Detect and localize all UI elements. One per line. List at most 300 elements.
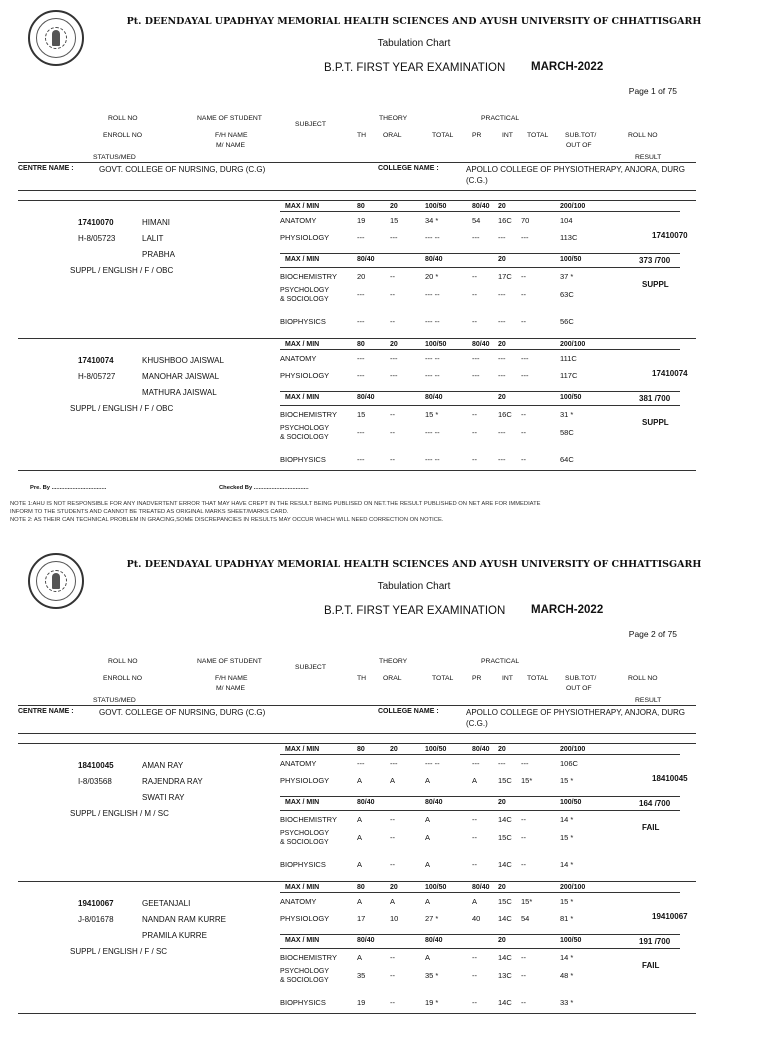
roll-number: 19410067 [78,899,114,908]
mark-cell: A [357,776,363,785]
theory-header: THEORY [379,658,408,665]
mark-cell: -- [390,317,395,326]
mark-cell: A [357,953,363,962]
mark-cell: --- [521,371,529,380]
subject-name: PHYSIOLOGY [280,776,330,785]
enroll-no-header: ENROLL NO [103,132,143,139]
max-min-cell: 20 [498,884,506,891]
mark-cell: -- [390,953,395,962]
max-min-cell: MAX / MIN [285,341,320,348]
divider [280,810,680,811]
mark-cell: 15 [357,410,366,419]
exam-month: MARCH-2022 [531,604,604,616]
mark-cell: 14 * [560,953,574,962]
mark-cell: -- [472,815,477,824]
max-min-cell: 80 [357,884,365,891]
mark-cell: 15* [521,897,533,906]
oral-header: ORAL [383,132,402,139]
status-med-header: STATUS/MED [93,154,136,161]
mark-cell: -- [390,860,395,869]
roll-number: 17410070 [78,218,114,227]
mark-cell: A [357,833,363,842]
mark-cell: -- [521,860,526,869]
college-label: COLLEGE NAME : [378,165,439,172]
enroll-number: H-8/05727 [78,372,116,381]
pr-header: PR [472,675,482,682]
enroll-number: I-8/03568 [78,777,112,786]
mark-cell: 20 [357,272,366,281]
roll-no-right-header: ROLL NO [628,675,658,682]
subtot-header: SUB.TOT/ [565,132,597,139]
mark-cell: 14C [498,860,512,869]
mark-cell: -- [390,428,395,437]
mark-cell: --- [390,233,398,242]
mark-cell: 27 * [425,914,439,923]
mark-cell: 81 * [560,914,574,923]
mark-cell: --- [498,290,506,299]
student-name: HIMANI [142,218,170,227]
divider [18,881,696,882]
max-min-cell: 80/40 [425,937,443,944]
mark-cell: -- [390,290,395,299]
tabulation-page [0,543,768,1063]
int-header: INT [502,132,513,139]
mark-cell: A [357,815,363,824]
mark-cell: --- [357,455,365,464]
mark-cell: 16C [498,216,512,225]
roll-number-right: 17410070 [652,231,688,240]
father-name: NANDAN RAM KURRE [142,915,227,924]
max-min-cell: 80/40 [425,394,443,401]
mark-cell: --- [498,233,506,242]
mark-cell: 20 * [425,272,439,281]
mark-cell: --- [472,354,480,363]
mark-cell: -- [472,860,477,869]
mark-cell: -- [521,971,526,980]
max-min-cell: 100/50 [425,746,447,753]
divider [280,349,680,350]
mark-cell: 15C [498,776,512,785]
mark-cell: A [357,860,363,869]
divider [280,405,680,406]
mark-cell: --- [521,233,529,242]
student-name: KHUSHBOO JAISWAL [142,356,224,365]
chart-title: Tabulation Chart [377,581,451,592]
pr-header: PR [472,132,482,139]
max-min-cell: 200/100 [560,203,586,210]
mark-cell: -- [472,317,477,326]
mark-cell: -- [390,410,395,419]
divider [18,705,696,706]
mark-cell: -- [472,272,477,281]
max-min-cell: 80/40 [472,203,490,210]
mark-cell: -- [521,410,526,419]
mark-cell: --- -- [425,290,440,299]
mark-cell: 19 * [425,998,439,1007]
mark-cell: --- [357,428,365,437]
mark-cell: 106C [560,759,578,768]
max-min-cell: 20 [498,799,506,806]
mark-cell: 10 [390,914,399,923]
mark-cell: --- [357,290,365,299]
subject-name: BIOPHYSICS [280,998,326,1007]
max-min-cell: 200/100 [560,884,586,891]
roll-number-right: 19410067 [652,912,688,921]
max-min-cell: MAX / MIN [285,746,320,753]
mark-cell: 14C [498,998,512,1007]
mark-cell: --- -- [425,354,440,363]
mark-cell: -- [472,428,477,437]
fh-name-header: F/H NAME [215,675,248,682]
centre-label: CENTRE NAME : [18,708,74,715]
checked-by: Checked By .................................. [219,485,309,491]
exam-name: B.P.T. FIRST YEAR EXAMINATION [324,62,506,74]
total-score: 381 /700 [639,394,671,403]
result-status: FAIL [642,961,660,970]
mark-cell: --- [390,371,398,380]
mark-cell: -- [390,833,395,842]
mark-cell: --- [357,759,365,768]
max-min-cell: 20 [390,884,398,891]
total-header: TOTAL [432,675,454,682]
roll-no-header: ROLL NO [108,115,138,122]
student-status: SUPPL / ENGLISH / F / OBC [70,404,174,413]
max-min-cell: MAX / MIN [285,884,320,891]
mark-cell: A [472,776,478,785]
practical-header: PRACTICAL [481,658,520,665]
max-min-cell: 100/50 [560,394,582,401]
mname-header: M/ NAME [216,142,246,149]
theory-header: THEORY [379,115,408,122]
mark-cell: 15* [521,776,533,785]
college-name-line2: (C.G.) [466,719,488,728]
mark-cell: 16C [498,410,512,419]
mark-cell: -- [472,953,477,962]
mark-cell: --- [521,354,529,363]
mark-cell: A [425,897,431,906]
subject-name: PSYCHOLOGY & SOCIOLOGY [280,425,330,441]
divider [280,892,680,893]
mark-cell: 15 [390,216,399,225]
mark-cell: 48 * [560,971,574,980]
divider [280,796,680,797]
mark-cell: 14 * [560,860,574,869]
total-score: 164 /700 [639,799,671,808]
father-name: LALIT [142,234,164,243]
mother-name: PRABHA [142,250,175,259]
max-min-cell: 20 [390,746,398,753]
roll-no-right-header: ROLL NO [628,132,658,139]
note-2: NOTE 2: AS THEIR CAN TECHNICAL PROBLEM IN GRACING,SOME DISCREPANCIES IN RESULTS MAY OCCUR WHICH WILL NEED CORRECTION ON NOTICE. [10,517,444,523]
mark-cell: 35 * [425,971,439,980]
max-min-cell: 100/50 [560,799,582,806]
mark-cell: 19 [357,216,366,225]
max-min-cell: 200/100 [560,746,586,753]
practical-header: PRACTICAL [481,115,520,122]
max-min-cell: 20 [498,746,506,753]
max-min-cell: 100/50 [425,341,447,348]
outof-header: OUT OF [566,685,592,692]
mark-cell: 17 [357,914,366,923]
mark-cell: 64C [560,455,574,464]
max-min-cell: MAX / MIN [285,203,320,210]
mark-cell: 13C [498,971,512,980]
mark-cell: -- [472,410,477,419]
centre-name: GOVT. COLLEGE OF NURSING, DURG (C.G) [99,708,266,717]
max-min-cell: 200/100 [560,341,586,348]
mark-cell: -- [390,971,395,980]
mark-cell: --- [390,354,398,363]
roll-no-header: ROLL NO [108,658,138,665]
mark-cell: A [425,953,431,962]
divider [18,162,696,163]
mark-cell: 54 [472,216,481,225]
subject-name: BIOCHEMISTRY [280,410,337,419]
max-min-cell: 80/40 [357,394,375,401]
divider [280,211,680,212]
subject-name: BIOCHEMISTRY [280,272,337,281]
mark-cell: 31 * [560,410,574,419]
university-name: Pt. DEENDAYAL UPADHYAY MEMORIAL HEALTH SCIENCES AND AYUSH UNIVERSITY OF CHHATTISGARH [126,559,702,570]
subject-name: ANATOMY [280,759,317,768]
subject-name: BIOCHEMISTRY [280,953,337,962]
mark-cell: -- [472,455,477,464]
mark-cell: --- [472,371,480,380]
mark-cell: -- [521,428,526,437]
total2-header: TOTAL [527,132,549,139]
divider [280,754,680,755]
mark-cell: -- [521,998,526,1007]
college-name: APOLLO COLLEGE OF PHYSIOTHERAPY, ANJORA, DURG [466,708,686,717]
mark-cell: -- [390,455,395,464]
divider [18,743,696,744]
divider [280,391,680,392]
mark-cell: --- [498,354,506,363]
subject-name: PHYSIOLOGY [280,233,330,242]
subject-name: PSYCHOLOGY & SOCIOLOGY [280,830,330,846]
roll-number-right: 17410074 [652,369,688,378]
subject-name: PSYCHOLOGY & SOCIOLOGY [280,287,330,303]
total-score: 373 /700 [639,256,671,265]
mark-cell: --- [472,759,480,768]
max-min-cell: 80/40 [472,341,490,348]
enroll-number: H-8/05723 [78,234,116,243]
student-name: GEETANJALI [142,899,191,908]
total-header: TOTAL [432,132,454,139]
mark-cell: -- [521,290,526,299]
mark-cell: 70 [521,216,530,225]
centre-name: GOVT. COLLEGE OF NURSING, DURG (C.G) [99,165,266,174]
subtot-header: SUB.TOT/ [565,675,597,682]
mark-cell: -- [390,272,395,281]
mark-cell: -- [390,998,395,1007]
mark-cell: --- [521,759,529,768]
student-status: SUPPL / ENGLISH / F / SC [70,947,168,956]
note-1-cont: INFORM TO THE STUDENTS AND CANNOT BE TREATED AS ORIGINAL MARKS SHEET/MARKS CARD. [10,509,289,515]
mark-cell: -- [472,998,477,1007]
mark-cell: 34 * [425,216,439,225]
mark-cell: A [357,897,363,906]
mark-cell: A [425,776,431,785]
max-min-cell: 80 [357,341,365,348]
result-status: FAIL [642,823,660,832]
mark-cell: --- [472,233,480,242]
exam-month: MARCH-2022 [531,61,604,73]
page-number: Page 1 of 75 [628,86,677,96]
divider [18,1013,696,1014]
exam-name: B.P.T. FIRST YEAR EXAMINATION [324,605,506,617]
mark-cell: -- [521,317,526,326]
university-name: Pt. DEENDAYAL UPADHYAY MEMORIAL HEALTH SCIENCES AND AYUSH UNIVERSITY OF CHHATTISGARH [126,16,702,27]
result-header: RESULT [635,154,662,161]
chart-title: Tabulation Chart [377,38,451,49]
max-min-cell: 80/40 [425,256,443,263]
mark-cell: -- [472,971,477,980]
max-min-cell: 20 [390,203,398,210]
subject-header: SUBJECT [295,121,326,128]
mark-cell: -- [521,455,526,464]
student-name: AMAN RAY [142,761,184,770]
mark-cell: 17C [498,272,512,281]
outof-header: OUT OF [566,142,592,149]
mark-cell: --- [357,354,365,363]
subject-name: PSYCHOLOGY & SOCIOLOGY [280,968,330,984]
max-min-cell: 20 [498,341,506,348]
mark-cell: --- [357,317,365,326]
college-name: APOLLO COLLEGE OF PHYSIOTHERAPY, ANJORA, DURG [466,165,686,174]
mark-cell: 56C [560,317,574,326]
student-status: SUPPL / ENGLISH / F / OBC [70,266,174,275]
subject-name: ANATOMY [280,216,317,225]
college-label: COLLEGE NAME : [378,708,439,715]
mark-cell: 104 [560,216,573,225]
divider [18,733,696,734]
mark-cell: 63C [560,290,574,299]
subject-name: BIOCHEMISTRY [280,815,337,824]
mark-cell: A [390,776,396,785]
mark-cell: 14C [498,953,512,962]
mark-cell: --- [498,317,506,326]
father-name: RAJENDRA RAY [142,777,203,786]
total-score: 191 /700 [639,937,671,946]
name-of-student-header: NAME OF STUDENT [197,115,262,122]
max-min-cell: 100/50 [560,937,582,944]
mark-cell: 58C [560,428,574,437]
result-status: SUPPL [642,280,669,289]
divider [18,200,696,201]
mark-cell: 15C [498,897,512,906]
mark-cell: -- [390,815,395,824]
max-min-cell: 80 [357,203,365,210]
mother-name: SWATI RAY [142,793,185,802]
student-status: SUPPL / ENGLISH / M / SC [70,809,169,818]
mark-cell: 19 [357,998,366,1007]
mark-cell: --- -- [425,428,440,437]
mark-cell: --- [498,759,506,768]
subject-name: PHYSIOLOGY [280,371,330,380]
max-min-cell: 80/40 [472,884,490,891]
mark-cell: 111C [560,354,577,363]
mark-cell: --- [498,428,506,437]
mark-cell: A [472,897,478,906]
note-1: NOTE 1:AHU IS NOT RESPONSIBLE FOR ANY INADVERTENT ERROR THAT MAY HAVE CREPT IN THE RESULT BEING PUBLISED ON NET.THE RESULT PUBLISHED ON NET ARE FOR IMMEDIATE [10,501,541,507]
mark-cell: -- [521,815,526,824]
int-header: INT [502,675,513,682]
roll-number-right: 18410045 [652,774,688,783]
max-min-cell: 80/40 [357,937,375,944]
result-header: RESULT [635,697,662,704]
mark-cell: A [425,833,431,842]
max-min-cell: 80/40 [472,746,490,753]
mark-cell: -- [472,290,477,299]
divider [280,267,680,268]
mark-cell: --- -- [425,759,440,768]
subject-name: PHYSIOLOGY [280,914,330,923]
subject-name: ANATOMY [280,897,317,906]
total2-header: TOTAL [527,675,549,682]
max-min-cell: 80/40 [425,799,443,806]
mark-cell: 37 * [560,272,574,281]
mark-cell: --- [498,371,506,380]
subject-name: BIOPHYSICS [280,860,326,869]
subject-name: ANATOMY [280,354,317,363]
mark-cell: --- [357,371,365,380]
result-status: SUPPL [642,418,669,427]
max-min-cell: MAX / MIN [285,256,320,263]
mark-cell: 15C [498,833,512,842]
divider [280,948,680,949]
status-med-header: STATUS/MED [93,697,136,704]
enroll-number: J-8/01678 [78,915,114,924]
mark-cell: 117C [560,371,578,380]
mark-cell: --- -- [425,233,440,242]
mark-cell: A [425,815,431,824]
mark-cell: 15 * [560,776,574,785]
mark-cell: --- -- [425,317,440,326]
centre-label: CENTRE NAME : [18,165,74,172]
mark-cell: 35 [357,971,366,980]
mark-cell: A [425,860,431,869]
max-min-cell: 80 [357,746,365,753]
th-header: TH [357,675,367,682]
divider [280,253,680,254]
mark-cell: 14C [498,815,512,824]
max-min-cell: 100/50 [560,256,582,263]
mark-cell: A [390,897,396,906]
enroll-no-header: ENROLL NO [103,675,143,682]
mark-cell: -- [521,833,526,842]
max-min-cell: MAX / MIN [285,799,320,806]
subject-name: BIOPHYSICS [280,317,326,326]
roll-number: 17410074 [78,356,114,365]
max-min-cell: MAX / MIN [285,937,320,944]
oral-header: ORAL [383,675,402,682]
max-min-cell: 20 [498,937,506,944]
roll-number: 18410045 [78,761,114,770]
max-min-cell: MAX / MIN [285,394,320,401]
th-header: TH [357,132,367,139]
max-min-cell: 20 [498,394,506,401]
divider [280,934,680,935]
mark-cell: --- -- [425,371,440,380]
mark-cell: --- [498,455,506,464]
father-name: MANOHAR JAISWAL [142,372,220,381]
mark-cell: --- -- [425,455,440,464]
mark-cell: -- [521,272,526,281]
max-min-cell: 100/50 [425,884,447,891]
mark-cell: 40 [472,914,481,923]
subject-name: BIOPHYSICS [280,455,326,464]
